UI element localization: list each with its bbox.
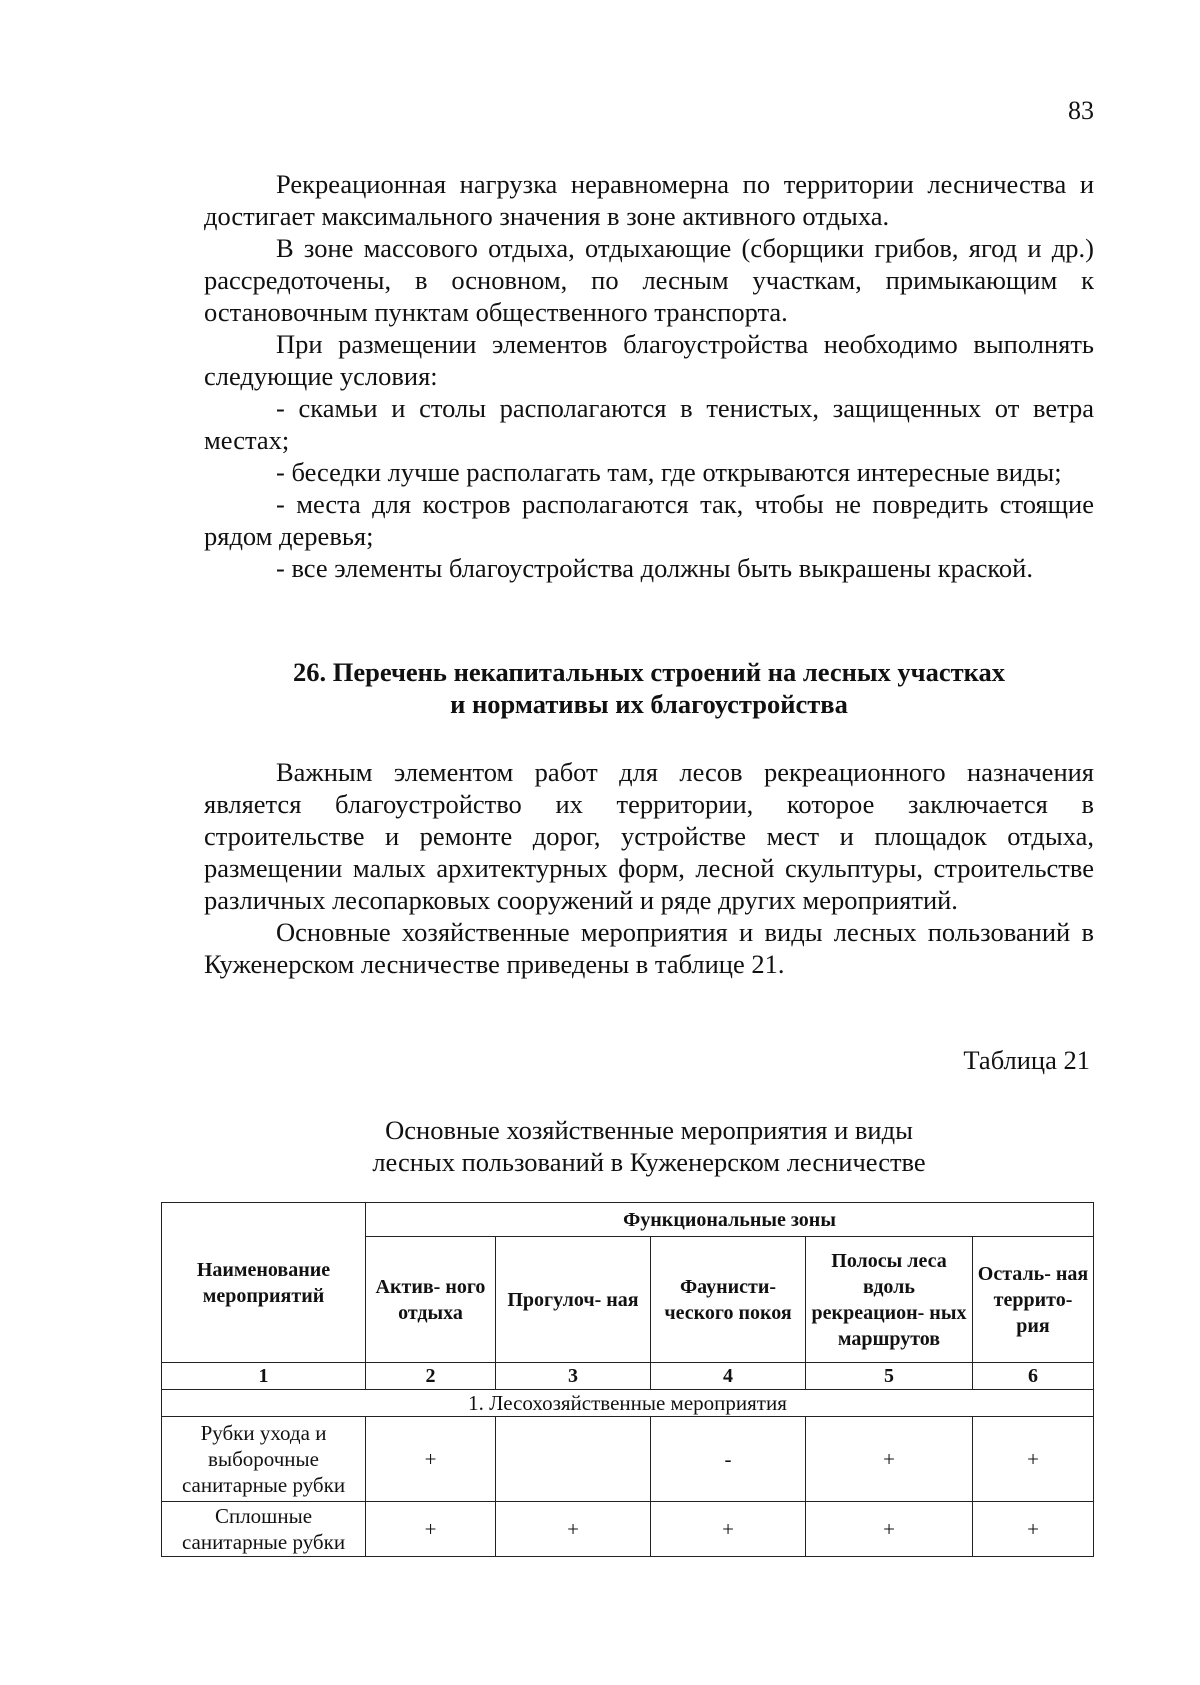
table-cell [496,1417,651,1502]
column-number: 3 [496,1363,651,1390]
column-number: 2 [366,1363,496,1390]
column-number-row [162,1363,1094,1390]
list-item: - все элементы благоустройства должны быть выкрашены краской. [276,553,1033,583]
activity-name: Рубки ухода и выборочные санитарные рубки [162,1417,366,1502]
paragraph: Рекреационная нагрузка неравномерна по территории лесничества и достигает максимального значения в зоне активного отдыха. [204,169,1094,231]
body-text-top [204,168,1094,584]
header-activity-name: Наименование мероприятий [162,1203,366,1363]
column-number: 5 [806,1363,973,1390]
page-number: 83 [1068,96,1094,125]
paragraph: Основные хозяйственные мероприятия и виды лесных пользований в Куженерском лесничестве приведены в таблице 21. [204,917,1094,979]
header-zone: Прогулоч- ная [496,1237,651,1363]
list-item: - места для костров располагаются так, чтобы не повредить стоящие рядом деревья; [204,489,1094,551]
section-heading-line: и нормативы их благоустройства [450,689,848,719]
table-label: Таблица 21 [963,1045,1090,1075]
table-cell: + [651,1502,806,1557]
group-row [162,1390,1094,1417]
activities-table [161,1202,1094,1557]
header-zone: Актив- ного отдыха [366,1237,496,1363]
table-row [162,1502,1094,1557]
paragraph: Важным элементом работ для лесов рекреационного назначения является благоустройство их территории, которое заключается в строительстве и ремонте дорог, устройстве мест и площадок отдыха, размещении малых архитектурных форм, лесной скульптуры, строительстве различных лесопарковых сооружений и ряде других мероприятий. [204,757,1094,915]
table-cell: + [366,1417,496,1502]
table-cell: + [806,1417,973,1502]
header-zone: Осталь- ная террито- рия [973,1237,1094,1363]
paragraph: При размещении элементов благоустройства необходимо выполнять следующие условия: [204,329,1094,391]
table-caption-line: лесных пользований в Куженерском лесничестве [372,1147,926,1177]
header-functional-zones: Функциональные зоны [366,1203,1094,1237]
table-cell: + [366,1502,496,1557]
activity-name: Сплошные санитарные рубки [162,1502,366,1557]
table-cell: + [496,1502,651,1557]
column-number: 4 [651,1363,806,1390]
table-row [162,1417,1094,1502]
table-cell: + [973,1502,1094,1557]
paragraph: В зоне массового отдыха, отдыхающие (сборщики грибов, ягод и др.) рассредоточены, в основном, по лесным участкам, примыкающим к остановочным пунктам общественного транспорта. [204,233,1094,327]
group-title: 1. Лесохозяйственные мероприятия [162,1390,1094,1417]
column-number: 6 [973,1363,1094,1390]
body-text-bottom [204,756,1094,980]
table-cell: + [973,1417,1094,1502]
section-heading-line: 26. Перечень некапитальных строений на лесных участках [292,657,1006,687]
table-caption-line: Основные хозяйственные мероприятия и виды [385,1115,913,1145]
table-cell: - [651,1417,806,1502]
table-cell: + [806,1502,973,1557]
section-heading [204,656,1094,720]
table-caption [204,1114,1094,1178]
header-zone: Полосы леса вдоль рекреацион- ных маршрутов [806,1237,973,1363]
list-item: - беседки лучше располагать там, где открываются интересные виды; [276,457,1062,487]
column-number: 1 [162,1363,366,1390]
list-item: - скамьи и столы располагаются в тенистых, защищенных от ветра местах; [204,393,1094,455]
header-zone: Фаунисти- ческого покоя [651,1237,806,1363]
